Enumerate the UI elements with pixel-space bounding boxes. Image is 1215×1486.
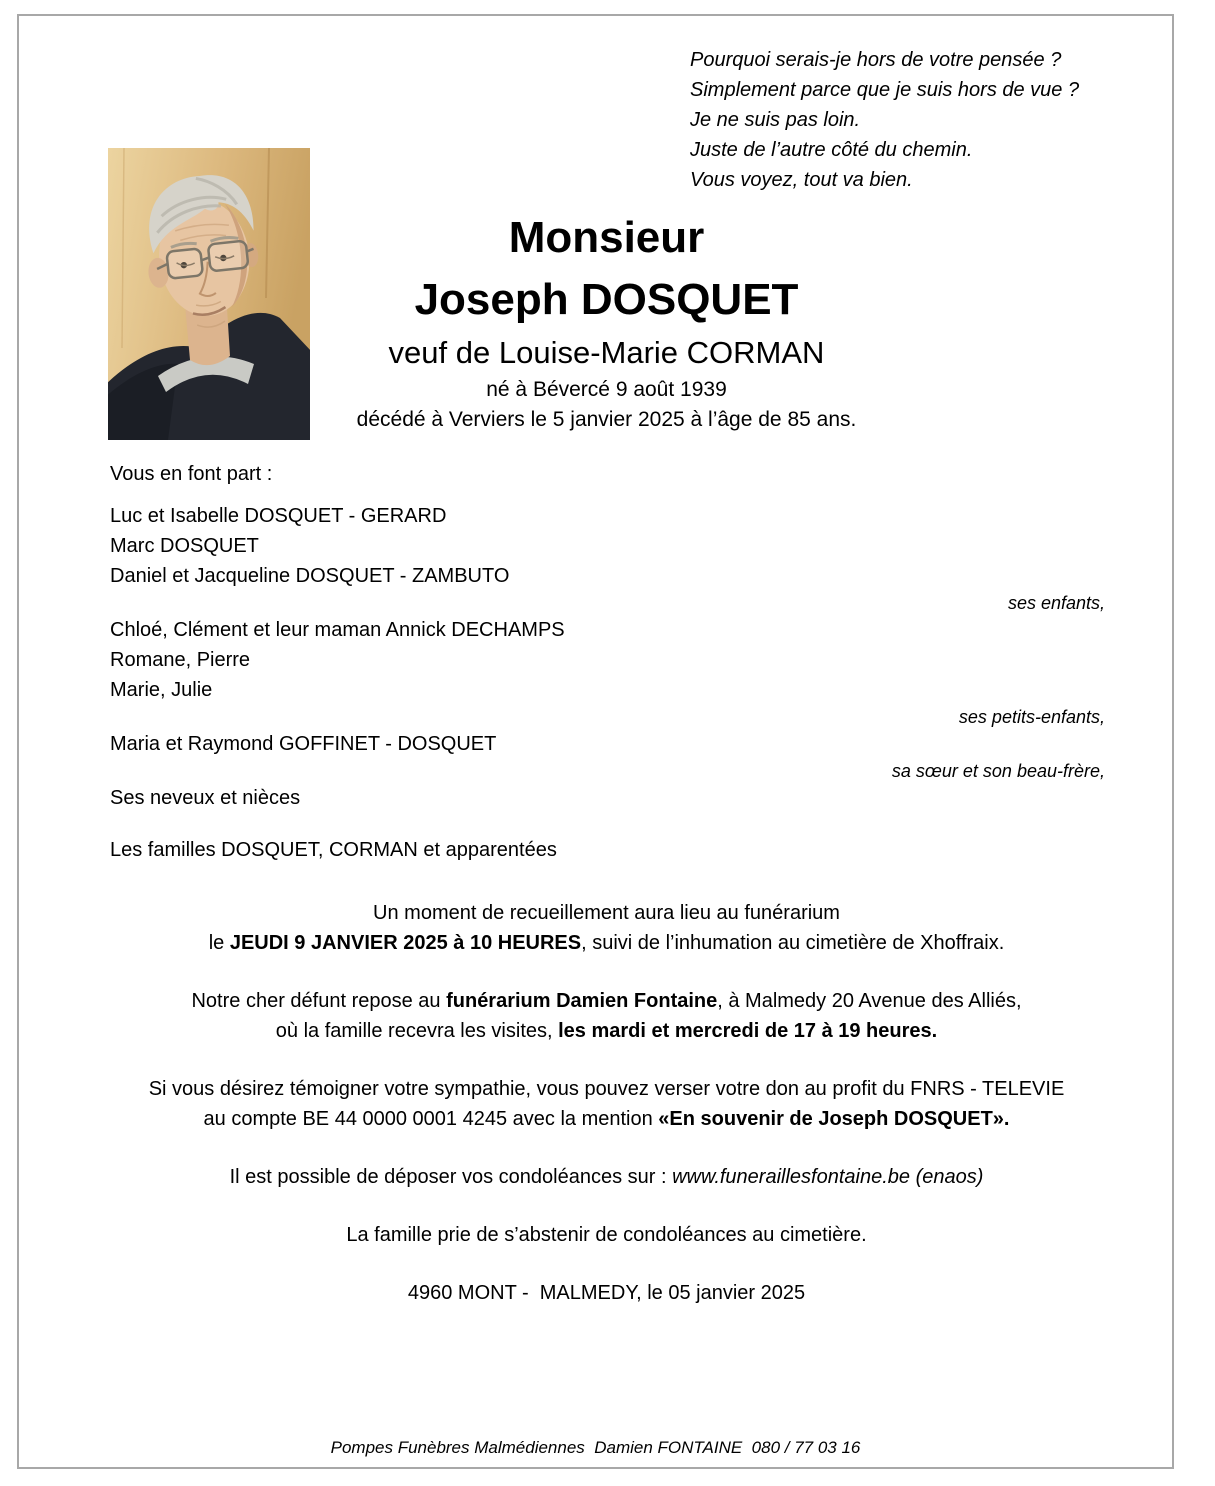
deceased-salutation: Monsieur [508, 213, 705, 262]
children-group [110, 501, 1105, 615]
sister-relation-label: sa sœur et son beau-frère, [891, 761, 1105, 781]
donation-line1: Si vous désirez témoigner votre sympathie, vous pouvez verser votre don au profit du FNRS - TELEVIE [148, 1078, 1065, 1100]
child-line: Marc DOSQUET [110, 535, 259, 557]
widower-line: veuf de Louise-Marie CORMAN [388, 335, 825, 370]
families-line: Les familles DOSQUET, CORMAN et apparentées [110, 839, 557, 861]
ceremony-block [19, 898, 1172, 1308]
deceased-portrait-photo [108, 148, 310, 440]
family-block [19, 459, 1172, 865]
ceremony-date: JEUDI 9 JANVIER 2025 à 10 HEURES [229, 932, 582, 954]
repose-paragraph: Notre cher défunt repose au funérarium Damien Fontaine, à Malmedy 20 Avenue des Alliés, où la famille recevra les visites, les mardi et mercredi de 17 à 19 heures. [191, 990, 1022, 1042]
poem-line: Je ne suis pas loin. [690, 109, 861, 131]
donation-paragraph: Si vous désirez témoigner votre sympathie, vous pouvez verser votre don au profit du FNRS - TELEVIE au compte BE 44 0000 0001 4245 avec la mention «En souvenir de Joseph DOSQUET». [148, 1078, 1065, 1130]
gathering-paragraph: Un moment de recueillement aura lieu au funérarium le JEUDI 9 JANVIER 2025 à 10 HEURES, suivi de l’inhumation au cimetière de Xhoffraix. [208, 902, 1005, 954]
funeral-home-name: funérarium Damien Fontaine [446, 990, 718, 1012]
poem-line: Juste de l’autre côté du chemin. [690, 139, 973, 161]
condolences-paragraph: Il est possible de déposer vos condoléances sur : www.funeraillesfontaine.be (enaos) [229, 1166, 984, 1188]
visiting-hours: les mardi et mercredi de 17 à 19 heures. [558, 1020, 938, 1042]
announcement-sheet [17, 14, 1174, 1469]
grandchildren-group [110, 615, 1105, 729]
children-relation-label: ses enfants, [1007, 593, 1105, 613]
grandchildren-relation-label: ses petits-enfants, [958, 707, 1105, 727]
poem-line: Vous voyez, tout va bien. [690, 169, 913, 191]
grandchild-line: Romane, Pierre [110, 649, 251, 671]
child-line: Luc et Isabelle DOSQUET - GERARD [110, 505, 447, 527]
death-line: décédé à Verviers le 5 janvier 2025 à l’âge de 85 ans. [356, 408, 857, 431]
grandchild-line: Marie, Julie [110, 679, 213, 701]
nephews-line: Ses neveux et nièces [110, 787, 301, 809]
donation-mention: «En souvenir de Joseph DOSQUET». [658, 1108, 1010, 1130]
poem-line: Simplement parce que je suis hors de vue ? [690, 79, 1080, 101]
poem-line: Pourquoi serais-je hors de votre pensée ? [690, 49, 1062, 71]
child-line: Daniel et Jacqueline DOSQUET - ZAMBUTO [110, 565, 510, 587]
condolences-website: www.funeraillesfontaine.be (enaos) [672, 1166, 984, 1188]
memorial-poem [690, 45, 1172, 195]
abstain-paragraph: La famille prie de s’abstenir de condoléances au cimetière. [346, 1224, 867, 1246]
deceased-name: Joseph DOSQUET [414, 275, 799, 324]
grandchild-line: Chloé, Clément et leur maman Annick DECHAMPS [110, 619, 565, 641]
gathering-line1: Un moment de recueillement aura lieu au funérarium [373, 902, 840, 924]
funeral-home-footer: Pompes Funèbres Malmédiennes Damien FONTAINE 080 / 77 03 16 [330, 1438, 861, 1457]
birth-line: né à Bévercé 9 août 1939 [486, 378, 727, 401]
family-intro: Vous en font part : [110, 463, 273, 485]
sister-line: Maria et Raymond GOFFINET - DOSQUET [110, 733, 497, 755]
place-date-line: 4960 MONT - MALMEDY, le 05 janvier 2025 [407, 1282, 806, 1304]
sister-group [110, 729, 1105, 783]
